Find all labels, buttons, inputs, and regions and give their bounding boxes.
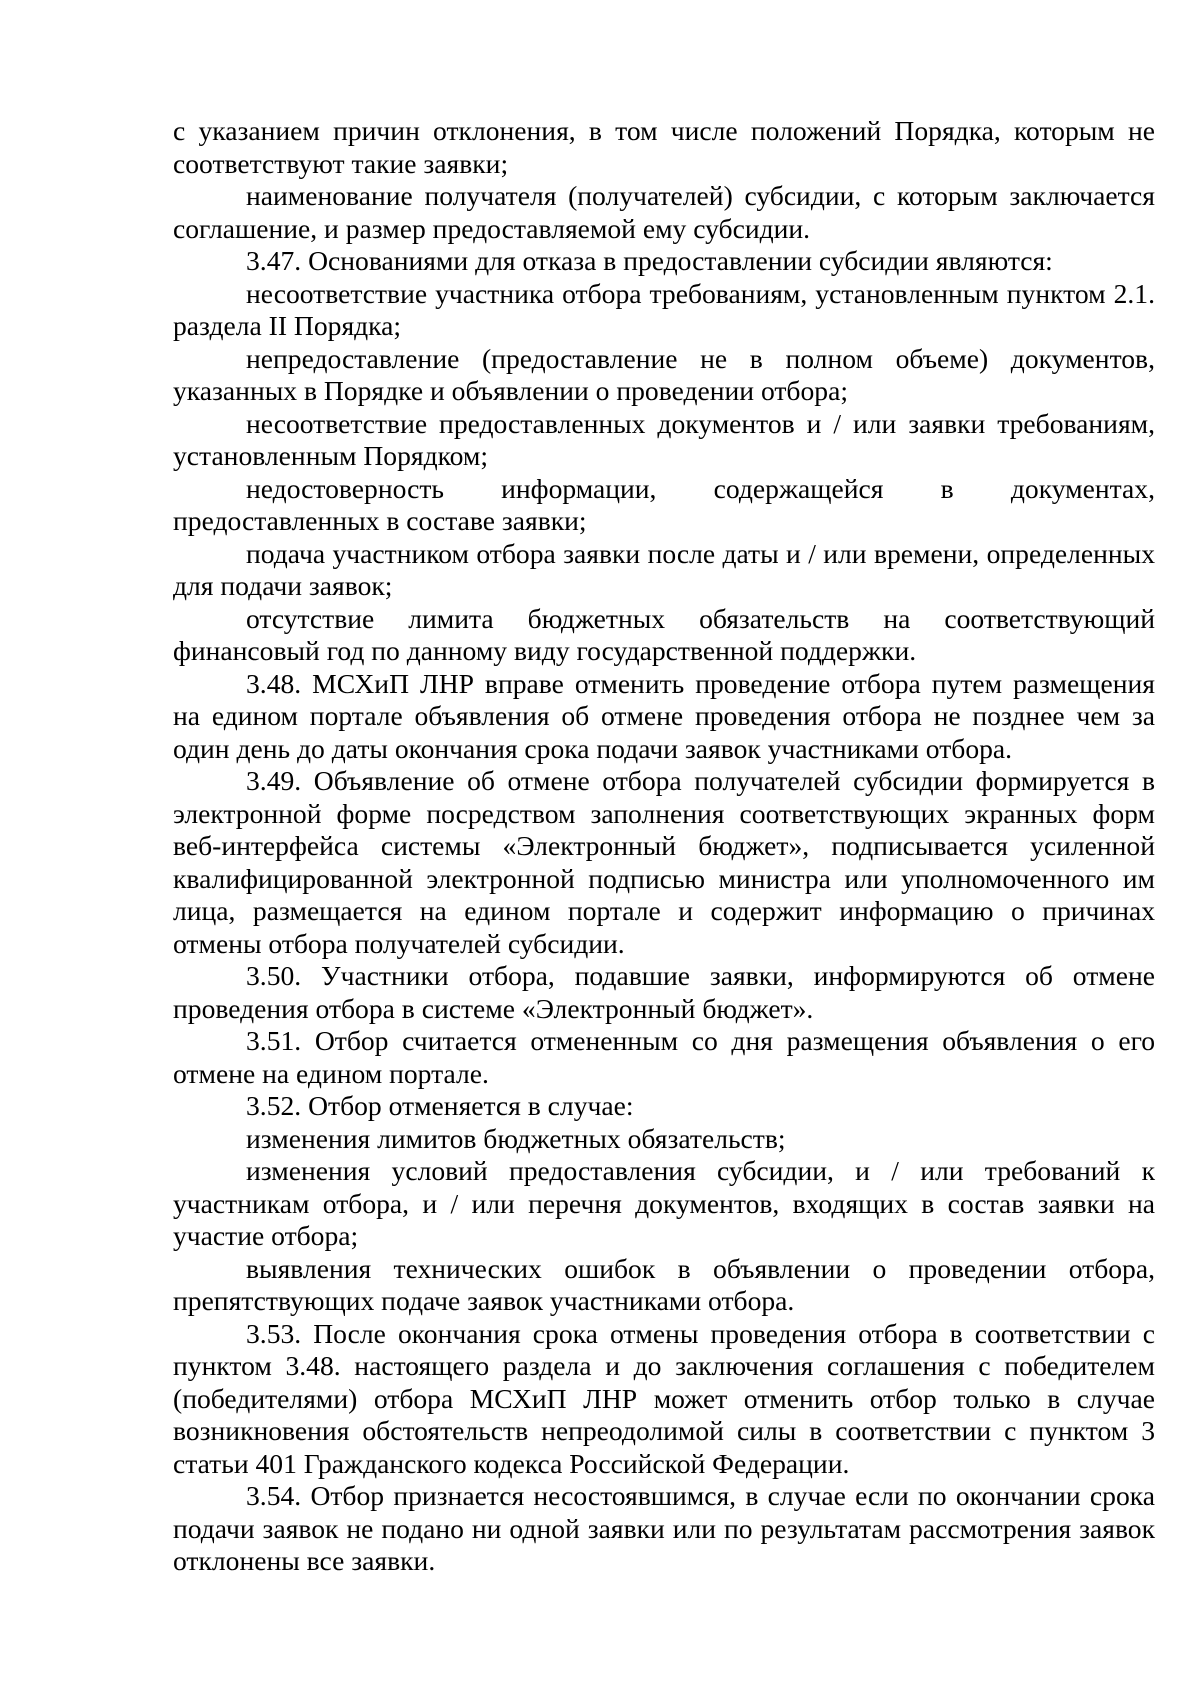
paragraph-3-48: 3.48. МСХиП ЛНР вправе отменить проведение отбора путем размещения на едином портале объявления об отмене проведения отбора не позднее чем за один день до даты окончания срока подачи заявок участниками отбора. <box>173 667 1155 764</box>
paragraph-3-50: 3.50. Участники отбора, подавшие заявки, информируются об отмене проведения отбора в системе «Электронный бюджет». <box>173 960 1155 1024</box>
paragraph-documents-missing: непредоставление (предоставление не в полном объеме) документов, указанных в Порядке и объявлении о проведении отбора; <box>173 342 1155 406</box>
paragraph-3-54: 3.54. Отбор признается несостоявшимся, в случае если по окончании срока подачи заявок не подано ни одной заявки или по результатам рассмотрения заявок отклонены все заявки. <box>173 1480 1155 1576</box>
paragraph-limit-change: изменения лимитов бюджетных обязательств; <box>246 1122 786 1154</box>
paragraph-recipient-name: наименование получателя (получателей) субсидии, с которым заключается соглашение, и размер предоставляемой ему субсидии. <box>173 180 1155 244</box>
paragraph-3-49: 3.49. Объявление об отмене отбора получателей субсидии формируется в электронной форме посредством заполнения соответствующих экранных форм веб-интерфейса системы «Электронный бюджет», подписывается усиленной квалифицированной электронной подписью министра или уполномоченного им лица, размещается на едином портале и содержит информацию о причинах отмены отбора получателей субсидии. <box>173 765 1155 959</box>
paragraph-documents-mismatch: несоответствие предоставленных документов и / или заявки требованиям, установленным Порядком; <box>173 407 1155 471</box>
paragraph-continuation: с указанием причин отклонения, в том числе положений Порядка, которым не соответствуют такие заявки; <box>173 115 1155 179</box>
paragraph-technical-errors: выявления технических ошибок в объявлении о проведении отбора, препятствующих подаче заявок участниками отбора. <box>173 1252 1155 1316</box>
paragraph-3-47: 3.47. Основаниями для отказа в предоставлении субсидии являются: <box>246 245 1053 276</box>
paragraph-3-53: 3.53. После окончания срока отмены проведения отбора в соответствии с пунктом 3.48. настоящего раздела и до заключения соглашения с победителем (победителями) отбора МСХиП ЛНР может отменить отбор только в случае возникновения обстоятельств непреодолимой силы в соответствии с пунктом 3 статьи 401 Гражданского кодекса Российской Федерации. <box>173 1317 1155 1479</box>
paragraph-unreliable-info: недостоверность информации, содержащейся в документах, предоставленных в составе заявки; <box>173 472 1155 536</box>
document-page <box>173 115 1155 1578</box>
paragraph-conditions-change: изменения условий предоставления субсидии, и / или требований к участникам отбора, и / или перечня документов, входящих в состав заявки на участие отбора; <box>173 1155 1155 1251</box>
paragraph-no-budget-limit: отсутствие лимита бюджетных обязательств на соответствующий финансовый год по данному виду государственной поддержки. <box>173 602 1155 666</box>
paragraph-late-submission: подача участником отбора заявки после даты и / или времени, определенных для подачи заявок; <box>173 537 1155 601</box>
paragraph-3-52: 3.52. Отбор отменяется в случае: <box>246 1090 634 1121</box>
paragraph-requirement-mismatch: несоответствие участника отбора требованиям, установленным пунктом 2.1. раздела II Порядка; <box>173 277 1155 341</box>
paragraph-3-51: 3.51. Отбор считается отмененным со дня размещения объявления о его отмене на едином портале. <box>173 1025 1155 1089</box>
